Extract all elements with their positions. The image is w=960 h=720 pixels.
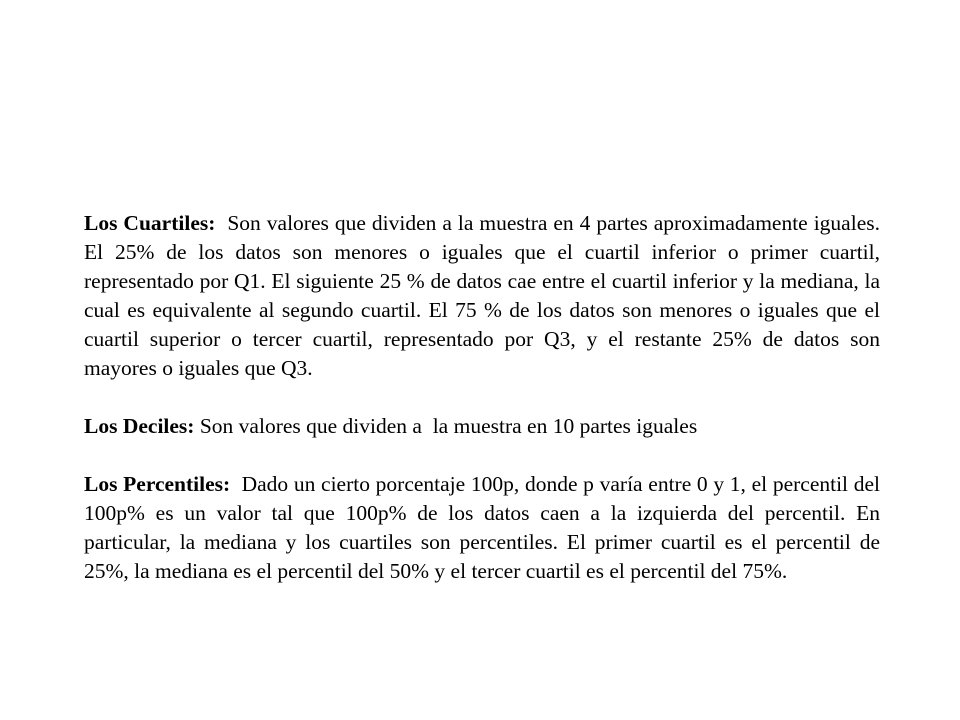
definition-cuartiles: Son valores que dividen a la muestra en 4 partes aproximadamente iguales. El 25% de los datos son menores o iguales que el cuartil inferior o primer cuartil, representado por Q1. El siguiente 25 % de datos cae entre el cuartil inferior y la mediana, la cual es equivalente al segundo cuartil. El 75 % de los datos son menores o iguales que el cuartil superior o tercer cuartil, representado por Q3, y el restante 25% de datos son mayores o iguales que Q3.: [84, 211, 891, 380]
term-cuartiles: Los Cuartiles:: [84, 211, 216, 235]
paragraph-cuartiles: [84, 209, 891, 383]
term-deciles: Los Deciles:: [84, 414, 195, 438]
paragraph-spacer: [84, 383, 880, 412]
definition-deciles: Son valores que dividen a la muestra en 10 partes iguales: [194, 414, 698, 438]
slide-content: [84, 209, 891, 586]
paragraph-percentiles: [84, 470, 886, 586]
term-percentiles: Los Percentiles:: [84, 472, 231, 496]
paragraph-deciles: [84, 412, 880, 441]
definition-percentiles: Dado un cierto porcentaje 100p, donde p varía entre 0 y 1, el percentil del 100p% es un valor tal que 100p% de los datos caen a la izquierda del percentil. En particular, la mediana y los cuartiles son percentiles. El primer cuartil es el percentil de 25%, la mediana es el percentil del 50% y el tercer cuartil es el percentil del 75%.: [84, 472, 886, 583]
paragraph-spacer: [84, 441, 880, 470]
